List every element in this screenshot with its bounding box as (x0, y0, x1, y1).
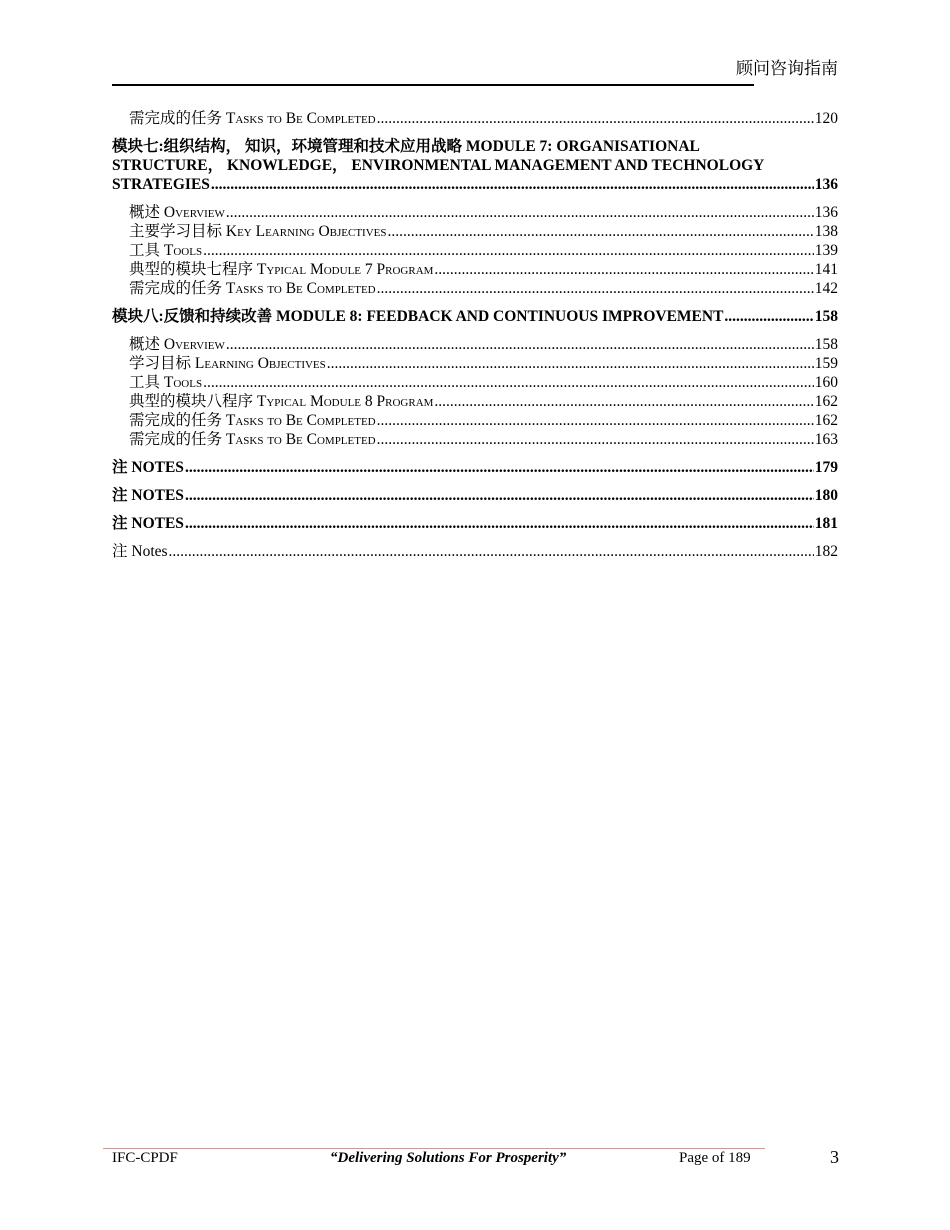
dot-leader (377, 109, 814, 128)
dot-leader (203, 241, 814, 260)
toc-entry[interactable] (112, 241, 838, 260)
header-title: 顾问咨询指南 (736, 59, 838, 78)
dot-leader (327, 354, 814, 373)
toc-page-number: 120 (814, 110, 838, 127)
toc-entry-label: 工具 (129, 374, 164, 391)
toc-entry-label-en: Key Learning Objectives (225, 223, 387, 240)
toc-entry-label: 注 Notes (112, 543, 168, 560)
toc-entry-label: 需完成的任务 (129, 110, 226, 127)
toc-entry[interactable] (112, 335, 838, 354)
toc-entry-label: 需完成的任务 (129, 280, 226, 297)
toc-page-number: 179 (814, 459, 838, 476)
toc-page-number: 159 (814, 355, 838, 372)
toc-entry[interactable] (112, 203, 838, 222)
footer-slogan: “Delivering Solutions For Prosperity” (330, 1150, 567, 1166)
toc-entry-label-en: Tasks to Be Completed (225, 431, 376, 448)
toc-module-8-items (112, 335, 838, 449)
toc-entry-label-en: Learning Objectives (194, 355, 326, 372)
toc-page-number: 141 (814, 261, 838, 278)
toc-module-7-items (112, 203, 838, 298)
toc-entry-label-en: Tasks to Be Completed (225, 110, 376, 127)
toc-entry-label-en: Tools (163, 242, 203, 259)
toc-notes-entry[interactable] (112, 486, 838, 505)
toc-entry[interactable] (112, 392, 838, 411)
toc-entry-label: 典型的模块八程序 (129, 393, 257, 410)
dot-leader (434, 260, 813, 279)
dot-leader (169, 542, 814, 561)
dot-leader (377, 430, 814, 449)
toc-entry-label: 注 NOTES (112, 459, 184, 476)
toc-entry-label-en: Typical Module 7 Program (256, 261, 434, 278)
toc-notes-entry[interactable] (112, 542, 838, 561)
dot-leader (388, 222, 814, 241)
toc-entry[interactable] (112, 260, 838, 279)
toc-page-number: 142 (814, 280, 838, 297)
toc-entry[interactable] (112, 279, 838, 298)
toc-entry-label-en: Overview (163, 204, 225, 221)
dot-leader (377, 279, 814, 298)
toc-entry-label-en: Tasks to Be Completed (225, 280, 376, 297)
toc-page-number: 162 (814, 393, 838, 410)
toc-page-number: 158 (814, 308, 838, 325)
toc-page-number: 136 (814, 176, 838, 193)
toc-entry-label-en: Typical Module 8 Program (256, 393, 434, 410)
toc-entry-label: 主要学习目标 (129, 223, 226, 240)
toc-page-number: 139 (814, 242, 838, 259)
toc-page-number: 182 (814, 543, 838, 560)
toc-entry-label-en: Tasks to Be Completed (225, 412, 376, 429)
toc-module-7-line2: STRUCTURE， KNOWLEDGE， ENVIRONMENTAL MANAGEMENT AND TECHNOLOGY (112, 157, 765, 174)
toc-entry-label: 模块八:反馈和持续改善 MODULE 8: FEEDBACK AND CONTINUOUS IMPROVEMENT (112, 308, 724, 325)
toc-entry-label: 注 NOTES (112, 515, 184, 532)
toc-entry[interactable] (112, 222, 838, 241)
dot-leader (226, 203, 814, 222)
table-of-contents (112, 109, 838, 561)
dot-leader (185, 458, 814, 477)
dot-leader (434, 392, 813, 411)
dot-leader (203, 373, 814, 392)
toc-entry[interactable] (112, 430, 838, 449)
toc-entry[interactable] (112, 354, 838, 373)
toc-page-number: 158 (814, 336, 838, 353)
toc-module-7-line1: 模块七:组织结构， 知识，环境管理和技术应用战略 MODULE 7: ORGANISATIONAL (112, 138, 700, 155)
toc-module-7-heading[interactable] (112, 137, 838, 194)
toc-page-number: 181 (814, 515, 838, 532)
footer-page-number: 3 (830, 1147, 839, 1167)
toc-entry-label: 典型的模块七程序 (129, 261, 257, 278)
toc-entry-label: 工具 (129, 242, 164, 259)
toc-entry-label-en: Overview (163, 336, 225, 353)
toc-page-number: 163 (814, 431, 838, 448)
header-rule (112, 84, 754, 86)
toc-module-8-heading[interactable] (112, 307, 838, 326)
toc-entry-label: 学习目标 (129, 355, 195, 372)
dot-leader (226, 335, 814, 354)
toc-entry[interactable] (112, 411, 838, 430)
footer-org: IFC-CPDF (112, 1150, 178, 1166)
toc-entry[interactable] (112, 373, 838, 392)
toc-entry-label: 注 NOTES (112, 487, 184, 504)
page-footer (112, 1147, 839, 1172)
dot-leader (211, 175, 814, 194)
toc-page-number: 160 (814, 374, 838, 391)
toc-entry-label: 概述 (129, 204, 164, 221)
dot-leader (185, 486, 814, 505)
toc-page-number: 136 (814, 204, 838, 221)
toc-entry-label: 需完成的任务 (129, 412, 226, 429)
footer-page-info: Page of 189 (679, 1150, 751, 1166)
toc-entry[interactable] (112, 109, 838, 128)
toc-entry-label: 概述 (129, 336, 164, 353)
dot-leader (185, 514, 814, 533)
toc-page-number: 180 (814, 487, 838, 504)
toc-page-number: 138 (814, 223, 838, 240)
dot-leader (724, 307, 813, 326)
toc-entry-label-en: Tools (163, 374, 203, 391)
footer-rule (103, 1148, 765, 1149)
toc-module-7-line3: STRATEGIES (112, 176, 210, 193)
dot-leader (377, 411, 814, 430)
toc-page-number: 162 (814, 412, 838, 429)
toc-notes-entry[interactable] (112, 458, 838, 477)
toc-notes-entry[interactable] (112, 514, 838, 533)
toc-entry-label: 需完成的任务 (129, 431, 226, 448)
